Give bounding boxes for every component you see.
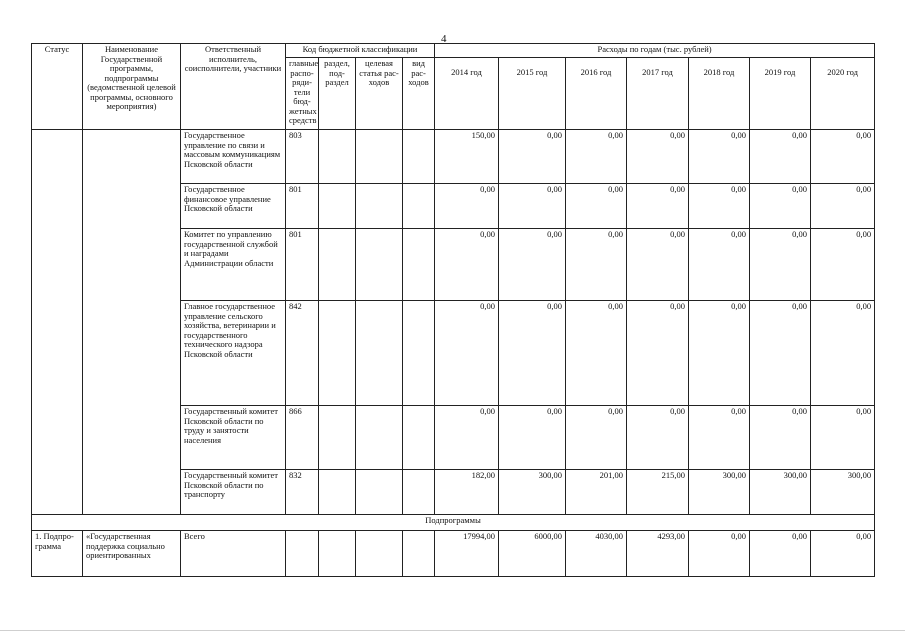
value-cell: 0,00 (566, 130, 627, 184)
section-label: Подпрограммы (32, 515, 875, 531)
status-cell: 1. Подпро-грамма (32, 531, 83, 577)
header-year: 2018 год (689, 58, 750, 130)
header-year: 2014 год (435, 58, 499, 130)
section-cell (319, 531, 356, 577)
status-cell (32, 130, 83, 515)
value-cell: 0,00 (811, 184, 875, 229)
grbs-cell: 866 (286, 406, 319, 470)
expense-type-cell (403, 470, 435, 515)
expense-type-cell (403, 130, 435, 184)
header-year: 2019 год (750, 58, 811, 130)
header-executor: Ответственный исполнитель, соисполнители, участники (181, 44, 286, 130)
value-cell: 0,00 (627, 406, 689, 470)
value-cell: 0,00 (566, 229, 627, 301)
header-expense-type: вид рас-ходов (403, 58, 435, 130)
value-cell: 0,00 (627, 184, 689, 229)
executor-cell: Государственный комитет Псковской области по труду и занятости населения (181, 406, 286, 470)
name-cell (83, 130, 181, 515)
section-cell (319, 229, 356, 301)
header-budget-code: Код бюджетной классификации (286, 44, 435, 58)
value-cell: 0,00 (627, 229, 689, 301)
header-year: 2020 год (811, 58, 875, 130)
grbs-cell: 803 (286, 130, 319, 184)
target-cell (356, 130, 403, 184)
target-cell (356, 470, 403, 515)
value-cell: 0,00 (499, 130, 566, 184)
table-row (32, 130, 875, 184)
value-cell: 300,00 (750, 470, 811, 515)
name-cell: «Государственная поддержка социально ориентированных (83, 531, 181, 577)
table-row (32, 531, 875, 577)
value-cell: 0,00 (435, 229, 499, 301)
value-cell: 0,00 (499, 301, 566, 406)
value-cell: 0,00 (811, 531, 875, 577)
value-cell: 300,00 (689, 470, 750, 515)
value-cell: 0,00 (689, 130, 750, 184)
value-cell: 6000,00 (499, 531, 566, 577)
page-bottom-divider (0, 630, 905, 631)
value-cell: 0,00 (566, 184, 627, 229)
grbs-cell: 801 (286, 184, 319, 229)
header-status: Статус (32, 44, 83, 130)
value-cell: 0,00 (811, 229, 875, 301)
value-cell: 0,00 (499, 229, 566, 301)
executor-cell: Государственный комитет Псковской области по транспорту (181, 470, 286, 515)
target-cell (356, 229, 403, 301)
section-cell (319, 301, 356, 406)
value-cell: 201,00 (566, 470, 627, 515)
value-cell: 0,00 (750, 130, 811, 184)
value-cell: 0,00 (566, 301, 627, 406)
value-cell: 0,00 (689, 184, 750, 229)
grbs-cell: 842 (286, 301, 319, 406)
value-cell: 0,00 (750, 184, 811, 229)
expense-type-cell (403, 301, 435, 406)
header-target: целевая статья рас-ходов (356, 58, 403, 130)
section-cell (319, 184, 356, 229)
expense-type-cell (403, 229, 435, 301)
header-name: Наименование Государственной программы, подпрограммы (ведомственной целевой программы, основного мероприятия) (83, 44, 181, 130)
target-cell (356, 531, 403, 577)
expense-type-cell (403, 531, 435, 577)
executor-cell: Государственное управление по связи и массовым коммуникациям Псковской области (181, 130, 286, 184)
value-cell: 215,00 (627, 470, 689, 515)
value-cell: 4030,00 (566, 531, 627, 577)
executor-cell: Главное государственное управление сельского хозяйства, ветеринарии и государственного технического надзора Псковской области (181, 301, 286, 406)
header-year: 2016 год (566, 58, 627, 130)
header-section: раздел, под-раздел (319, 58, 356, 130)
executor-cell: Государственное финансовое управление Псковской области (181, 184, 286, 229)
value-cell: 0,00 (499, 406, 566, 470)
target-cell (356, 184, 403, 229)
header-year: 2017 год (627, 58, 689, 130)
value-cell: 17994,00 (435, 531, 499, 577)
section-cell (319, 130, 356, 184)
value-cell: 0,00 (566, 406, 627, 470)
value-cell: 300,00 (811, 470, 875, 515)
value-cell: 0,00 (811, 130, 875, 184)
executor-cell: Комитет по управлению государственной службой и наградами Администрации области (181, 229, 286, 301)
header-expenses: Расходы по годам (тыс. рублей) (435, 44, 875, 58)
target-cell (356, 301, 403, 406)
value-cell: 0,00 (689, 406, 750, 470)
value-cell: 300,00 (499, 470, 566, 515)
value-cell: 0,00 (750, 301, 811, 406)
value-cell: 0,00 (689, 229, 750, 301)
header-grbs: главные распо-ряди-тели бюд-жетных средств (286, 58, 319, 130)
section-row (32, 515, 875, 531)
grbs-cell: 832 (286, 470, 319, 515)
value-cell: 0,00 (627, 301, 689, 406)
value-cell: 0,00 (689, 301, 750, 406)
budget-table (31, 43, 875, 577)
value-cell: 0,00 (435, 184, 499, 229)
value-cell: 0,00 (811, 406, 875, 470)
section-cell (319, 406, 356, 470)
value-cell: 0,00 (750, 531, 811, 577)
grbs-cell (286, 531, 319, 577)
value-cell: 0,00 (435, 406, 499, 470)
value-cell: 0,00 (435, 301, 499, 406)
value-cell: 4293,00 (627, 531, 689, 577)
value-cell: 182,00 (435, 470, 499, 515)
value-cell: 0,00 (689, 531, 750, 577)
header-year: 2015 год (499, 58, 566, 130)
value-cell: 0,00 (750, 229, 811, 301)
value-cell: 0,00 (627, 130, 689, 184)
expense-type-cell (403, 406, 435, 470)
target-cell (356, 406, 403, 470)
executor-cell: Всего (181, 531, 286, 577)
section-cell (319, 470, 356, 515)
expense-type-cell (403, 184, 435, 229)
value-cell: 0,00 (750, 406, 811, 470)
grbs-cell: 801 (286, 229, 319, 301)
value-cell: 0,00 (499, 184, 566, 229)
page-number: 4 (441, 33, 447, 45)
value-cell: 0,00 (811, 301, 875, 406)
value-cell: 150,00 (435, 130, 499, 184)
